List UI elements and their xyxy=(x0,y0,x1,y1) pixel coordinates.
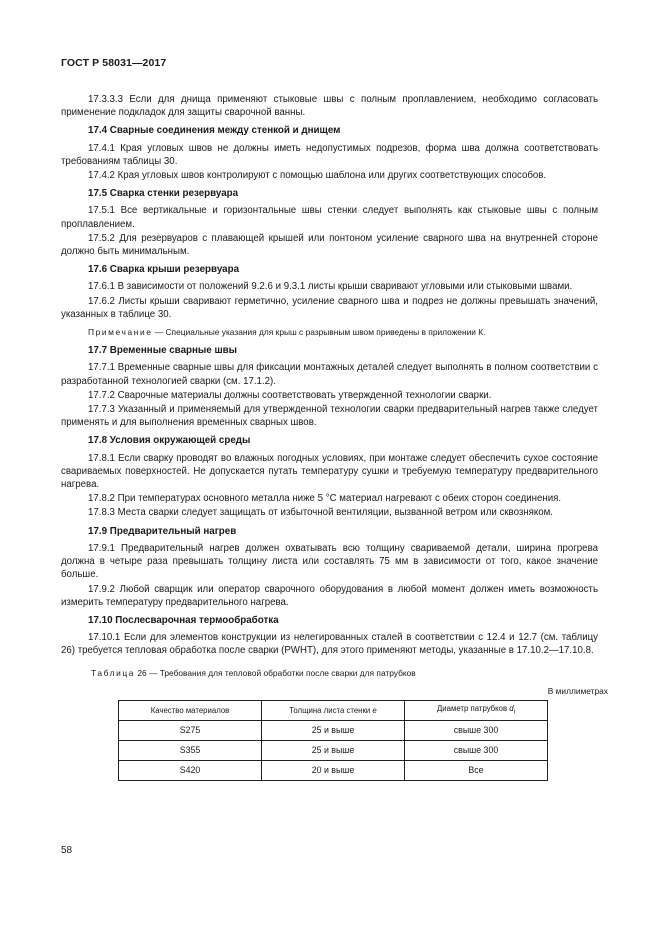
header-material-quality: Качество материалов xyxy=(119,700,262,720)
cell-quality: S355 xyxy=(119,740,262,760)
paragraph-17-4-1: 17.4.1 Края угловых швов не должны иметь недопустимых подрезов, форма шва должна соответствовать требованиям таблицы 30. xyxy=(61,142,598,167)
document-header: ГОСТ Р 58031—2017 xyxy=(61,57,167,69)
paragraph-17-3-3-3: 17.3.3.3 Если для днища применяют стыковые швы с полным проплавлением, необходимо согласовать применение подкладок для защиты сварочной ванны. xyxy=(61,94,598,119)
table-caption xyxy=(91,667,598,680)
paragraph-17-9-2: 17.9.2 Любой сварщик или оператор сварочного оборудования в любой момент должен иметь возможность измерить температуру предварительного нагрева. xyxy=(61,583,598,608)
paragraph-17-5-2: 17.5.2 Для резервуаров с плавающей крышей или понтоном усиление сварного шва на внутренней стороне должно быть минимальным. xyxy=(61,232,598,258)
paragraph-17-8-2: 17.8.2 При температурах основного металла ниже 5 °С материал нагревают с обеих сторон соединения. xyxy=(88,493,562,505)
table-row xyxy=(119,760,548,780)
cell-diameter: свыше 300 xyxy=(405,720,548,740)
section-heading-17-5: 17.5 Сварка стенки резервуара xyxy=(88,188,239,200)
note-label: Примечание xyxy=(88,327,153,338)
document-body xyxy=(61,93,608,781)
table-caption-text: 26 — Требования для тепловой обработки после сварки для патрубков xyxy=(135,667,416,678)
paragraph-17-5-1: 17.5.1 Все вертикальные и горизонтальные швы стенки следует выполнять как стыковые швы с полным проплавлением. xyxy=(61,205,598,230)
table-row xyxy=(119,720,548,740)
table-caption-label: Таблица xyxy=(91,667,136,678)
note-text: — Специальные указания для крыш с разрывным швом приведены в приложении К. xyxy=(152,327,486,338)
cell-quality: S275 xyxy=(119,720,262,740)
cell-quality: S420 xyxy=(119,760,262,780)
section-heading-17-4: 17.4 Сварные соединения между стенкой и днищем xyxy=(88,125,341,137)
paragraph-17-6-1: 17.6.1 В зависимости от положений 9.2.6 и 9.3.1 листы крыши сваривают угловыми или стыковыми швами. xyxy=(88,281,573,293)
header-wall-thickness: Толщина листа стенки e xyxy=(262,700,405,720)
paragraph-17-4-2: 17.4.2 Края угловых швов контролируют с помощью шаблона или других соответствующих способов. xyxy=(88,170,547,182)
paragraph-17-10-1: 17.10.1 Если для элементов конструкции из нелегированных сталей в соответствии с 12.4 и 12.7 (см. таблицу 26) требуется тепловая обработка после сварки (PWHT), для этого применяют методы, указанные в 17.10.2—17.10.8. xyxy=(61,632,598,657)
cell-diameter: свыше 300 xyxy=(405,740,548,760)
section-heading-17-9: 17.9 Предварительный нагрев xyxy=(88,525,237,537)
cell-thickness: 20 и выше xyxy=(262,760,405,780)
note xyxy=(61,326,598,339)
table-units: В миллиметрах xyxy=(547,685,608,696)
table-row xyxy=(119,740,548,760)
section-heading-17-10: 17.10 Послесварочная термообработка xyxy=(88,614,279,626)
paragraph-17-9-1: 17.9.1 Предварительный нагрев должен охватывать всю толщину свариваемой детали, ширина прогрева должна в четыре раза превышать толщину листа или составлять 75 мм в зависимости от того, какое значение больше. xyxy=(61,542,598,581)
section-heading-17-8: 17.8 Условия окружающей среды xyxy=(88,435,251,447)
paragraph-17-8-3: 17.8.3 Места сварки следует защищать от избыточной вентиляции, вызванной ветром или сквозняком. xyxy=(88,507,553,519)
paragraph-17-7-1: 17.7.1 Временные сварные швы для фиксации монтажных деталей следует выполнять в полном соответствии с разработанной технологией сварки (см. 17.1.2). xyxy=(61,362,598,387)
cell-thickness: 25 и выше xyxy=(262,720,405,740)
pwht-table xyxy=(118,700,548,781)
section-heading-17-6: 17.6 Сварка крыши резервуара xyxy=(88,264,240,276)
paragraph-17-6-2: 17.6.2 Листы крыши сваривают герметично, усиление сварного шва и подрез не должны превышать значений, указанных в таблице 30. xyxy=(61,295,598,320)
section-heading-17-7: 17.7 Временные сварные швы xyxy=(88,345,238,357)
cell-diameter: Все xyxy=(405,760,548,780)
table-header-row xyxy=(119,700,548,720)
cell-thickness: 25 и выше xyxy=(262,740,405,760)
paragraph-17-7-2: 17.7.2 Сварочные материалы должны соответствовать утвержденной технологии сварки. xyxy=(88,389,492,401)
paragraph-17-8-1: 17.8.1 Если сварку проводят во влажных погодных условиях, при монтаже следует обеспечить сухое состояние свариваемых поверхностей. Не допускается путать температуру сушки и требуемую температуру предварительного нагрева. xyxy=(61,452,598,491)
page-number: 58 xyxy=(61,845,73,856)
header-nozzle-diameter: Диаметр патрубков $d_i$ xyxy=(405,700,548,720)
paragraph-17-7-3: 17.7.3 Указанный и применяемый для утвержденной технологии сварки предварительный нагрев также следует применять и для выполнения временных сварных швов. xyxy=(61,404,598,429)
